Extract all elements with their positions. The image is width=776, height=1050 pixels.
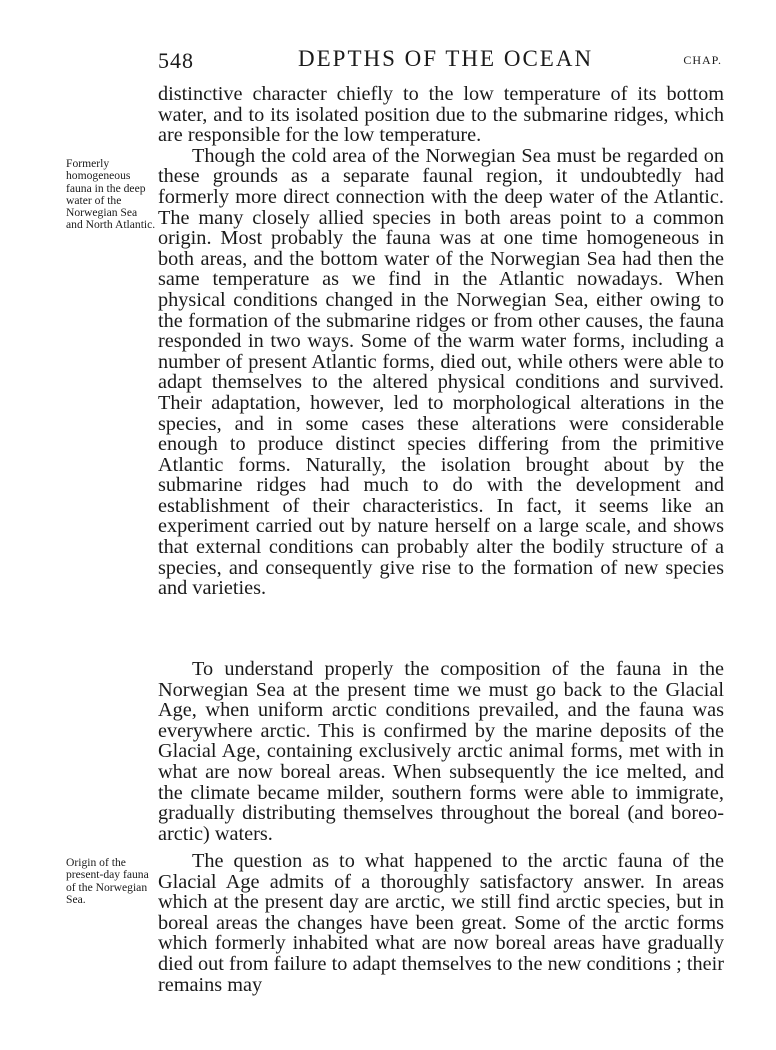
chapter-label: CHAP.: [683, 53, 722, 67]
paragraph-cold-area: Though the cold area of the Norwegian Sea must be regarded on these grounds as a separate faunal region, it undoubtedly had formerly more direct connection with the deep water of the Atlantic. The many closely allied species in both areas point to a common origin. Most probably the fauna was at one time homogeneous in both areas, and the bottom water of the Norwegian Sea had then the same temperature as we find in the Atlantic nowadays. When physical conditions changed in the Norwegian Sea, either owing to the formation of the submarine ridges or from other causes, the fauna responded in two ways. Some of the warm water forms, including a number of present Atlantic forms, died out, while others were able to adapt themselves to the altered physical conditions and survived. Their adaptation, however, led to morphological alterations in the species, and in some cases these alterations were considerable enough to produce distinct species differing from the primitive Atlantic forms. Naturally, the isolation brought about by the submarine ridges had much to do with the development and establishment of their characteristics. In fact, it seems like an experiment carried out by nature herself on a large scale, and shows that external conditions can probably alter the bodily structure of a species, and consequently give rise to the formation of new species and varieties.: [158, 144, 724, 600]
page-number: 548: [158, 48, 194, 73]
paragraph-glacial-age: To understand properly the composition of the fauna in the Norwegian Sea at the present time we must go back to the Glacial Age, when uniform arctic conditions prevailed, and the fauna was everywhere arctic. This is confirmed by the marine deposits of the Glacial Age, containing exclusively arctic animal forms, met with in what are now boreal areas. When subsequently the ice melted, and the climate became milder, southern forms were able to immigrate, gradually distributing themselves throughout the boreal (and boreo-arctic) waters.: [158, 658, 724, 845]
text-block-3: [158, 851, 724, 995]
margin-note-origin-fauna: Origin of the present-day fauna of the Norwegian Sea.: [66, 856, 149, 906]
text-block-1: [158, 84, 724, 599]
page-header: [158, 44, 722, 78]
running-title: DEPTHS OF THE OCEAN: [298, 46, 594, 71]
paragraph-arctic-fauna: The question as to what happened to the arctic fauna of the Glacial Age admits of a thoroughly satisfactory answer. In areas which at the present day are arctic, we still find arctic species, but in boreal areas the changes have been great. Some of the arctic forms which formerly inhabited what are now boreal areas have gradually died out from failure to adapt themselves to the new conditions ; their remains may: [158, 850, 724, 996]
margin-note-homogeneous-fauna: Formerly homogeneous fauna in the deep water of the Norwegian Sea and North Atlantic.: [66, 157, 156, 232]
text-block-2: [158, 659, 724, 844]
paragraph-continued: distinctive character chiefly to the low temperature of its bottom water, and to its isolated position due to the submarine ridges, which are responsible for the low temperature.: [158, 83, 724, 147]
